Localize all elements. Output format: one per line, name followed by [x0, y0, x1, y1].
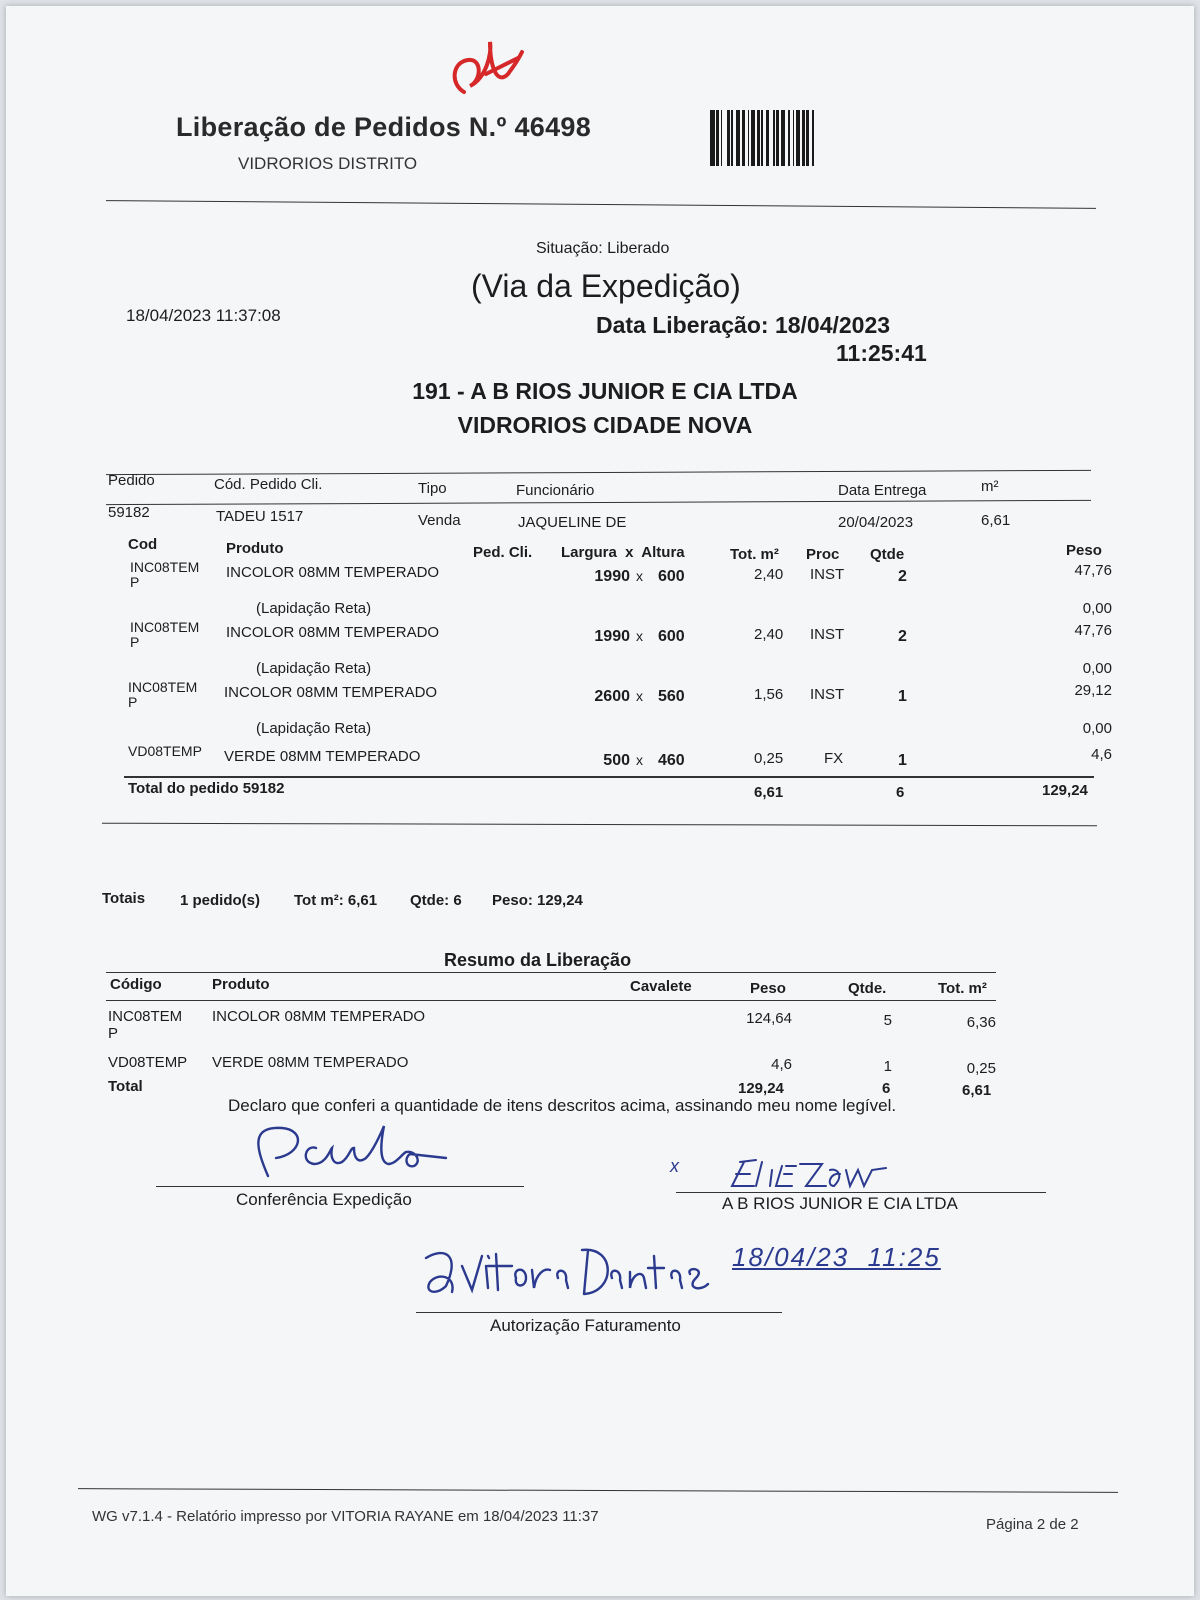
- customer-name: 191 - A B RIOS JUNIOR E CIA LTDA: [412, 378, 798, 404]
- item-weight: 47,76: [1074, 622, 1112, 639]
- footer-printed-by: WG v7.1.4 - Relatório impresso por VITORIA RAYANE em 18/04/2023 11:37: [92, 1508, 599, 1525]
- item-weight: 29,12: [1074, 682, 1112, 699]
- item-width: 1990: [594, 568, 630, 585]
- signature-vitoria: [416, 1236, 716, 1306]
- red-handwritten-mark: [446, 34, 526, 104]
- items-header-qtde: Qtde: [870, 546, 905, 563]
- item-height: 460: [658, 752, 685, 769]
- signature-elielton: [726, 1156, 896, 1192]
- order-delivery-date: 20/04/2023: [838, 514, 914, 531]
- item-height: 600: [658, 628, 685, 645]
- divider: [102, 823, 1097, 827]
- summary-total-qtde: 6: [882, 1080, 891, 1097]
- signature-label-expedicao: Conferência Expedição: [236, 1190, 412, 1209]
- customer-store: VIDRORIOS CIDADE NOVA: [457, 412, 753, 438]
- items-total-peso: 129,24: [1042, 782, 1088, 799]
- item-product: VERDE 08MM TEMPERADO: [224, 748, 421, 765]
- order-number: 59182: [108, 504, 150, 521]
- item-qtde: 2: [898, 628, 907, 645]
- item-proc: INST: [810, 566, 845, 583]
- summary-title: Resumo da Liberação: [444, 950, 632, 970]
- item-proc: FX: [824, 750, 844, 767]
- divider: [106, 200, 1096, 209]
- totals-weight: Peso: 129,24: [492, 892, 583, 909]
- item-weight: 47,76: [1074, 562, 1112, 579]
- summary-header-qtde: Qtde.: [848, 980, 887, 997]
- header-m2: m²: [981, 478, 999, 495]
- item-service-weight: 0,00: [1082, 660, 1112, 677]
- report-sheet: [6, 6, 1194, 1596]
- item-proc: INST: [810, 686, 845, 703]
- summary-weight: 124,64: [746, 1010, 792, 1027]
- branch-name: VIDRORIOS DISTRITO: [238, 154, 418, 173]
- summary-product: VERDE 08MM TEMPERADO: [212, 1054, 409, 1071]
- item-product: INCOLOR 08MM TEMPERADO: [226, 624, 440, 641]
- item-tot-m2: 2,40: [754, 566, 784, 583]
- item-service: (Lapidação Reta): [256, 600, 372, 617]
- item-tot-m2: 2,40: [754, 626, 784, 643]
- item-code: INC08TEM P: [128, 679, 198, 710]
- item-x: x: [636, 688, 643, 704]
- order-employee: JAQUELINE DE: [518, 514, 627, 531]
- order-m2: 6,61: [981, 512, 1011, 529]
- totals-orders: 1 pedido(s): [180, 892, 261, 909]
- item-qtde: 1: [898, 752, 907, 769]
- item-code: INC08TEM P: [130, 559, 200, 590]
- order-client-code: TADEU 1517: [216, 508, 304, 525]
- items-header-largura-altura: Largura x Altura: [561, 544, 685, 561]
- items-header-peso: Peso: [1066, 542, 1102, 559]
- release-date: Data Liberação: 18/04/2023: [596, 312, 891, 338]
- item-product: INCOLOR 08MM TEMPERADO: [224, 684, 438, 701]
- barcode-bar: [814, 110, 819, 166]
- totals-m2: Tot m²: 6,61: [294, 892, 378, 909]
- header-cod-pedido-cli: Cód. Pedido Cli.: [214, 476, 323, 493]
- totals-label: Totais: [102, 890, 146, 907]
- signature-x-mark: x: [670, 1156, 679, 1176]
- signature-paulo: [246, 1118, 486, 1188]
- footer-divider: [78, 1488, 1118, 1493]
- items-header-ped-cli: Ped. Cli.: [473, 544, 533, 561]
- release-time: 11:25:41: [836, 340, 927, 366]
- summary-qtde: 1: [883, 1058, 892, 1075]
- header-funcionario: Funcionário: [516, 482, 595, 499]
- signature-label-faturamento: Autorização Faturamento: [490, 1316, 681, 1335]
- summary-total-peso: 129,24: [738, 1080, 784, 1097]
- item-height: 560: [658, 688, 685, 705]
- items-header-tot-m2: Tot. m²: [730, 546, 779, 563]
- items-total-qtde: 6: [896, 784, 905, 801]
- item-height: 600: [658, 568, 685, 585]
- item-tot-m2: 0,25: [754, 750, 784, 767]
- header-tipo: Tipo: [418, 480, 447, 497]
- divider: [106, 470, 1091, 475]
- summary-header-codigo: Código: [110, 976, 162, 993]
- divider: [106, 972, 996, 973]
- divider: [106, 1000, 996, 1001]
- printed-timestamp: 18/04/2023 11:37:08: [126, 306, 281, 325]
- item-tot-m2: 1,56: [754, 686, 784, 703]
- declaration-text: Declaro que conferi a quantidade de itens descritos acima, assinando meu nome legível.: [228, 1096, 897, 1115]
- item-service: (Lapidação Reta): [256, 660, 372, 677]
- item-product: INCOLOR 08MM TEMPERADO: [226, 564, 440, 581]
- summary-tot-m2: 6,36: [966, 1014, 996, 1031]
- item-weight: 4,6: [1091, 746, 1112, 763]
- status-text: Situação: Liberado: [536, 240, 670, 257]
- item-width: 500: [603, 752, 630, 769]
- header-pedido: Pedido: [108, 472, 155, 489]
- summary-total-label: Total: [108, 1078, 143, 1095]
- item-service: (Lapidação Reta): [256, 720, 372, 737]
- item-width: 1990: [594, 628, 630, 645]
- item-width: 2600: [594, 688, 630, 705]
- summary-header-tot-m2: Tot. m²: [938, 980, 987, 997]
- item-qtde: 1: [898, 688, 907, 705]
- header-data-entrega: Data Entrega: [838, 482, 927, 499]
- item-qtde: 2: [898, 568, 907, 585]
- signature-line: [416, 1312, 782, 1313]
- divider: [106, 500, 1091, 505]
- item-x: x: [636, 752, 643, 768]
- item-code: INC08TEM P: [130, 619, 200, 650]
- items-header-produto: Produto: [226, 540, 284, 557]
- signature-line: [676, 1192, 1046, 1193]
- signature-label-company: A B RIOS JUNIOR E CIA LTDA: [722, 1194, 958, 1213]
- item-service-weight: 0,00: [1082, 720, 1112, 737]
- item-x: x: [636, 568, 643, 584]
- summary-tot-m2: 0,25: [966, 1060, 996, 1077]
- handwritten-date: 18/04/23 11:25: [732, 1242, 941, 1272]
- order-type: Venda: [418, 512, 461, 529]
- totals-qtde: Qtde: 6: [410, 892, 462, 909]
- report-title: Liberação de Pedidos N.º 46498: [176, 112, 592, 142]
- page-number: Página 2 de 2: [986, 1516, 1079, 1533]
- summary-total-m2: 6,61: [962, 1082, 992, 1099]
- item-service-weight: 0,00: [1082, 600, 1112, 617]
- summary-code: INC08TEM P: [108, 1008, 183, 1042]
- summary-header-peso: Peso: [750, 980, 786, 997]
- summary-header-produto: Produto: [212, 976, 270, 993]
- signature-line: [156, 1186, 524, 1187]
- item-x: x: [636, 628, 643, 644]
- barcode: [710, 110, 890, 166]
- summary-qtde: 5: [883, 1012, 892, 1029]
- items-total-label: Total do pedido 59182: [128, 780, 285, 797]
- summary-code: VD08TEMP: [108, 1054, 188, 1071]
- summary-product: INCOLOR 08MM TEMPERADO: [212, 1008, 426, 1025]
- items-header-proc: Proc: [806, 546, 840, 563]
- copy-type: (Via da Expedição): [471, 268, 741, 304]
- items-header-cod: Cod: [128, 536, 158, 553]
- items-total-m2: 6,61: [754, 784, 784, 801]
- summary-weight: 4,6: [771, 1056, 792, 1073]
- item-proc: INST: [810, 626, 845, 643]
- item-code: VD08TEMP: [128, 743, 202, 759]
- summary-header-cavalete: Cavalete: [630, 978, 692, 995]
- divider: [124, 776, 1094, 778]
